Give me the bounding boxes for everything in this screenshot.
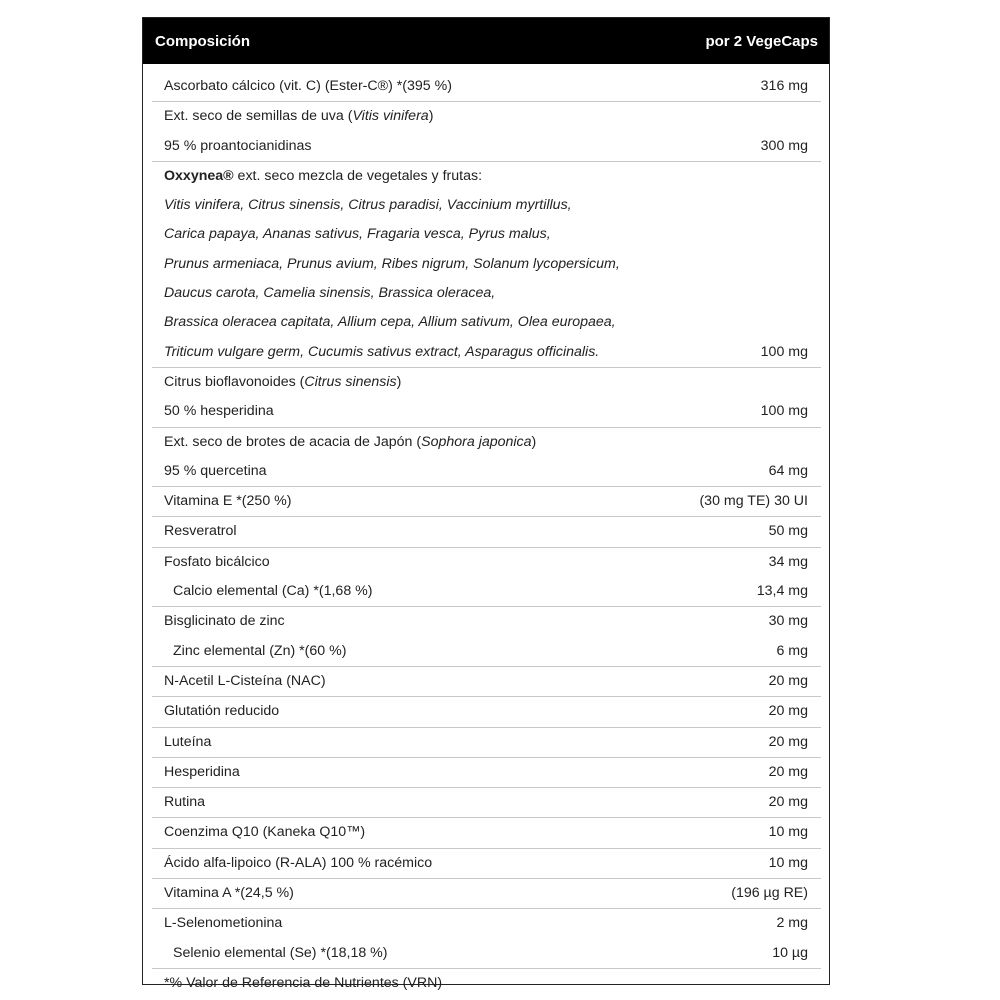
table-row <box>152 818 821 848</box>
table-row <box>152 428 821 457</box>
header-composition: Composición <box>155 33 251 50</box>
row-value: 10 µg <box>772 944 808 961</box>
row-label <box>173 577 373 606</box>
row-label-italic: Citrus sinensis <box>304 373 397 390</box>
table-row <box>152 457 821 487</box>
row-label-text: Resveratrol <box>164 523 237 540</box>
row-label-text: Ext. seco de brotes de acacia de Japón ( <box>164 433 422 450</box>
row-label-text: Selenio elemental (Se) *(18,18 %) <box>173 944 388 961</box>
row-label-text: Ext. seco de semillas de uva ( <box>164 108 353 125</box>
table-row <box>152 338 821 368</box>
row-label-text: Rutina <box>164 794 206 811</box>
composition-table <box>142 17 830 991</box>
row-label-text: Luteína <box>164 733 212 750</box>
table-row <box>152 788 821 818</box>
row-value: 6 mg <box>776 642 808 659</box>
row-label <box>164 428 536 457</box>
row-label <box>164 338 599 367</box>
row-label-text: Hesperidina <box>164 763 240 780</box>
row-label <box>164 849 432 878</box>
table-rows <box>152 72 821 998</box>
row-label <box>164 728 211 757</box>
row-label-text: 95 % quercetina <box>164 462 267 479</box>
row-value: 20 mg <box>768 733 808 750</box>
row-label-text: Citrus bioflavonoides ( <box>164 373 305 390</box>
row-label <box>164 279 495 308</box>
row-label <box>164 909 282 938</box>
row-label-text: ext. seco mezcla de vegetales y frutas: <box>233 167 483 184</box>
row-label <box>164 368 401 397</box>
row-value: 20 mg <box>768 672 808 689</box>
row-value: 13,4 mg <box>756 583 808 600</box>
table-row <box>152 849 821 879</box>
row-label-suffix: ) <box>396 373 402 390</box>
row-label-suffix: ) <box>531 433 537 450</box>
row-label-text: N-Acetil L-Cisteína (NAC) <box>164 672 326 689</box>
table-row <box>152 577 821 607</box>
row-label-text: Ácido alfa-lipoico (R-ALA) 100 % racémico <box>164 854 433 871</box>
table-row <box>152 368 821 397</box>
row-label-text: Vitamina E *(250 %) <box>164 493 292 510</box>
table-row <box>152 162 821 191</box>
row-value: 316 mg <box>760 78 808 94</box>
row-label <box>164 517 237 546</box>
row-label <box>164 72 452 101</box>
row-label <box>164 487 292 516</box>
row-label-italic: Carica papaya, Ananas sativus, Fragaria vesca, Pyrus malus, <box>164 226 551 243</box>
table-row <box>152 667 821 697</box>
row-label-italic: Prunus armeniaca, Prunus avium, Ribes nigrum, Solanum lycopersicum, <box>164 255 620 272</box>
row-label <box>164 162 482 191</box>
row-label-text: Vitamina A *(24,5 %) <box>164 885 294 902</box>
table-row <box>152 308 821 337</box>
row-label <box>164 879 294 908</box>
row-value: 34 mg <box>768 553 808 570</box>
row-value: 20 mg <box>768 794 808 811</box>
row-value: 10 mg <box>768 824 808 841</box>
row-value: 64 mg <box>768 462 808 479</box>
row-label-italic: Vitis vinifera, Citrus sinensis, Citrus paradisi, Vaccinium myrtillus, <box>164 197 572 214</box>
row-label <box>164 758 240 787</box>
table-row <box>152 939 821 969</box>
row-label <box>164 548 270 577</box>
row-label <box>164 397 274 426</box>
table-row <box>152 728 821 758</box>
table-row <box>152 758 821 788</box>
table-row <box>152 969 821 998</box>
row-label-text: Coenzima Q10 (Kaneka Q10™) <box>164 824 366 841</box>
row-label <box>164 607 285 636</box>
row-label-italic: Triticum vulgare germ, Cucumis sativus extract, Asparagus officinalis. <box>164 343 600 360</box>
row-label <box>164 457 267 486</box>
table-row <box>152 279 821 308</box>
row-label <box>173 939 388 968</box>
row-label-text: Fosfato bicálcico <box>164 553 270 570</box>
row-label <box>173 637 346 666</box>
row-value: 20 mg <box>768 763 808 780</box>
table-row <box>152 397 821 427</box>
row-label-bold: Oxxynea® <box>164 167 234 184</box>
table-row <box>152 697 821 727</box>
table-header <box>143 18 829 64</box>
table-row <box>152 132 821 162</box>
row-label <box>164 220 551 249</box>
row-value: 300 mg <box>760 137 808 154</box>
row-label <box>164 250 620 279</box>
row-value: 100 mg <box>760 343 808 360</box>
table-row <box>152 191 821 220</box>
table-row <box>152 250 821 279</box>
row-label-text: Bisglicinato de zinc <box>164 613 285 630</box>
table-row <box>152 72 821 102</box>
row-label <box>164 818 365 847</box>
row-label-text: Ascorbato cálcico (vit. C) (Ester-C®) *(395 %) <box>164 78 452 94</box>
row-label-text: Glutatión reducido <box>164 703 280 720</box>
row-label-italic: Sophora japonica <box>421 433 532 450</box>
row-value: 10 mg <box>768 854 808 871</box>
row-label <box>164 102 433 131</box>
header-serving: por 2 VegeCaps <box>705 33 818 50</box>
table-row <box>152 607 821 636</box>
table-row <box>152 548 821 577</box>
row-label-italic: Daucus carota, Camelia sinensis, Brassica oleracea, <box>164 285 496 302</box>
row-label-text: 95 % proantocianidinas <box>164 137 312 154</box>
row-label <box>164 667 326 696</box>
row-label <box>164 697 279 726</box>
table-row <box>152 487 821 517</box>
row-label-italic: Brassica oleracea capitata, Allium cepa, Allium sativum, Olea europaea, <box>164 314 616 331</box>
table-row <box>152 909 821 938</box>
row-label-text: *% Valor de Referencia de Nutrientes (VRN) <box>164 974 443 991</box>
row-label <box>164 191 572 220</box>
table-row <box>152 102 821 131</box>
row-label <box>164 308 616 337</box>
row-value: (30 mg TE) 30 UI <box>699 493 808 510</box>
table-row <box>152 517 821 547</box>
row-label <box>164 132 312 161</box>
row-value: 2 mg <box>776 915 808 932</box>
row-label-text: 50 % hesperidina <box>164 403 274 420</box>
table-row <box>152 220 821 249</box>
table-row <box>152 637 821 667</box>
row-value: (196 µg RE) <box>731 885 808 902</box>
row-value: 20 mg <box>768 703 808 720</box>
row-value: 30 mg <box>768 613 808 630</box>
row-label-text: Zinc elemental (Zn) *(60 %) <box>173 642 347 659</box>
table-row <box>152 879 821 909</box>
row-label <box>164 788 205 817</box>
row-label-text: L-Selenometionina <box>164 915 283 932</box>
row-label-italic: Vitis vinifera <box>352 108 429 125</box>
row-value: 50 mg <box>768 523 808 540</box>
row-value: 100 mg <box>760 403 808 420</box>
row-label-suffix: ) <box>428 108 434 125</box>
row-label <box>164 969 442 998</box>
row-label-text: Calcio elemental (Ca) *(1,68 %) <box>173 583 373 600</box>
